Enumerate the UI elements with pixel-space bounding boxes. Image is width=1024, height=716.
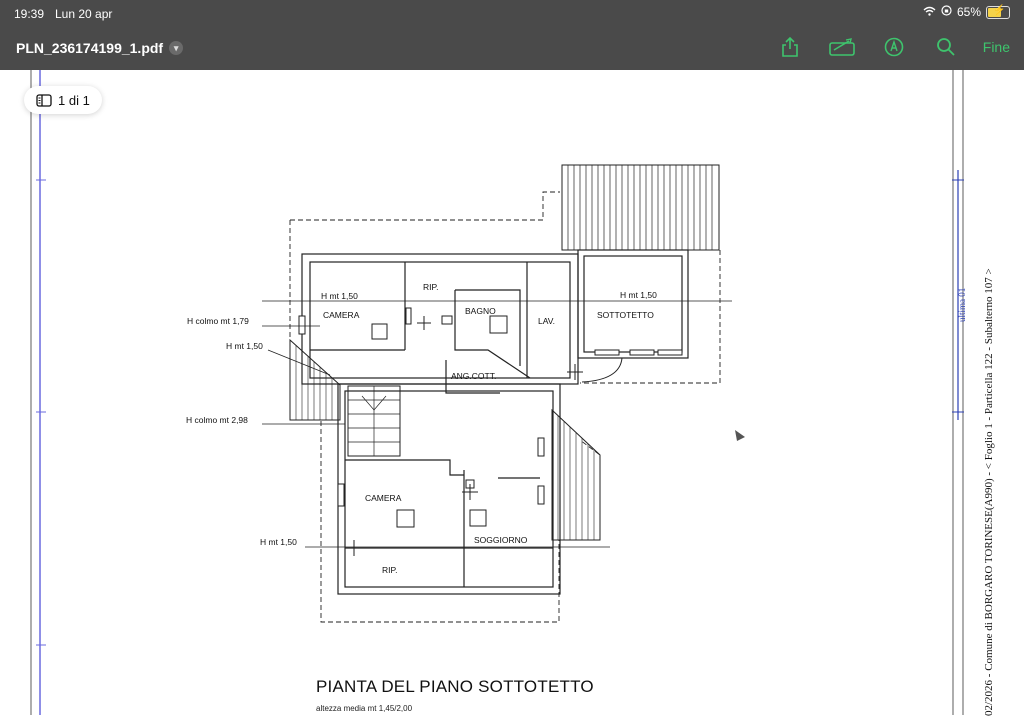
room-label-camera-bottom: CAMERA xyxy=(365,493,402,503)
markup-button[interactable] xyxy=(827,36,857,58)
status-date: Lun 20 apr xyxy=(55,7,113,21)
document-title[interactable] xyxy=(16,40,183,56)
share-icon xyxy=(781,37,799,57)
top-bar xyxy=(0,0,1024,70)
room-label-camera-top: CAMERA xyxy=(323,310,360,320)
height-label-left-top: H mt 1,50 xyxy=(321,291,358,301)
status-time: 19:39 xyxy=(14,7,45,21)
cursor-icon xyxy=(735,430,745,441)
pen-circle-icon xyxy=(884,37,904,57)
room-label-rip-top: RIP. xyxy=(423,282,439,292)
annotate-button[interactable] xyxy=(879,36,909,58)
wifi-icon xyxy=(923,5,936,19)
search-icon xyxy=(936,37,956,57)
sidebar-icon xyxy=(36,94,52,107)
room-label-rip-bottom: RIP. xyxy=(382,565,398,575)
room-label-soggiorno: SOGGIORNO xyxy=(474,535,528,545)
room-label-ang-cott: ANG.COTT. xyxy=(451,371,497,381)
filename-label: PLN_236174199_1.pdf xyxy=(16,40,164,56)
toolbar-actions xyxy=(775,36,1010,58)
room-label-sottotetto: SOTTOTETTO xyxy=(597,310,654,320)
done-button[interactable]: Fine xyxy=(982,39,1010,55)
battery-percent: 65% xyxy=(956,5,981,19)
page-indicator[interactable] xyxy=(24,86,102,114)
share-button[interactable] xyxy=(775,36,805,58)
status-icons xyxy=(923,5,1010,19)
height-label-colmo-2: H colmo mt 2,98 xyxy=(186,415,248,425)
height-label-colmo-1: H colmo mt 1,79 xyxy=(187,316,249,326)
plan-title: PIANTA DEL PIANO SOTTOTETTO xyxy=(316,677,594,696)
chevron-down-icon[interactable]: ▾ xyxy=(169,41,183,55)
room-label-lav: LAV. xyxy=(538,316,556,326)
orientation-lock-icon xyxy=(941,5,952,19)
signature-icon xyxy=(829,38,855,56)
plan-subtitle: altezza media mt 1,45/2,00 xyxy=(316,704,413,713)
battery-icon: ⚡ xyxy=(986,6,1010,19)
search-button[interactable] xyxy=(931,36,961,58)
revision-stamp: ultima 01 xyxy=(957,287,967,322)
room-label-bagno: BAGNO xyxy=(465,306,496,316)
page-count: 1 di 1 xyxy=(58,92,90,108)
height-label-bottom: H mt 1,50 xyxy=(260,537,297,547)
cadastral-reference: 02/2026 - Comune di BORGARO TORINESE(A990) - < Foglio 1 - Particella 122 - Subalterno 107 > xyxy=(983,268,995,716)
floor-plan-drawing xyxy=(0,70,1024,715)
height-label-right-top: H mt 1,50 xyxy=(620,290,657,300)
height-label-mid: H mt 1,50 xyxy=(226,341,263,351)
